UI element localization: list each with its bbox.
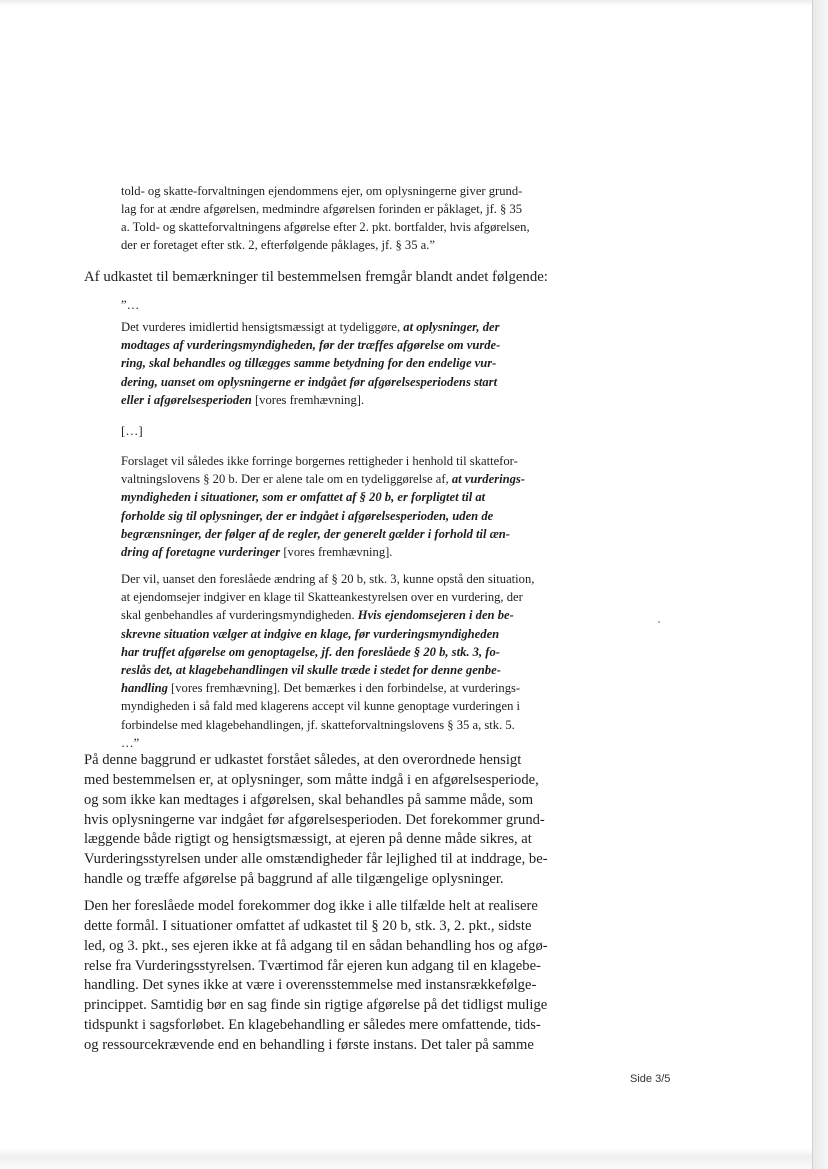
quoted-remark-paragraph-2: [121, 452, 525, 561]
plain-text: at ejendomsejer indgiver en klage til Skatteankestyrelsen over en vurdering, der: [121, 590, 523, 605]
text-line: På denne baggrund er udkastet forstået således, at den overordnede hensigt: [84, 752, 522, 768]
body-paragraph-1: [84, 751, 548, 890]
emphasis-text: begrænsninger, der følger af de regler, der generelt gælder i forhold til æn-: [121, 526, 510, 541]
text-line: led, og 3. pkt., ses ejeren ikke at få adgang til en sådan behandling hos og afgø-: [84, 937, 548, 954]
text-line: relse fra Vurderingsstyrelsen. Tværtimod får ejeren kun adgang til en klagebe-: [84, 957, 541, 974]
text-line: og som ikke kan medtages i afgørelsen, skal behandles på samme måde, som: [84, 791, 534, 808]
text-line: [121, 452, 525, 470]
text-line: [121, 679, 534, 697]
emphasis-text: skrevne situation vælger at indgive en klage, før vurderingsmyndigheden: [121, 626, 500, 641]
emphasis-text: har truffet afgørelse om genoptagelse, jf. den foreslåede § 20 b, stk. 3, fo-: [121, 644, 500, 659]
quoted-remark-paragraph-1: [121, 318, 500, 409]
quoted-law-text: [121, 182, 530, 254]
emphasis-text: eller i afgørelsesperioden: [121, 392, 252, 407]
plain-text: forbindelse med klagebehandlingen, jf. skatteforvaltningslovens § 35 a, stk. 5.: [121, 717, 515, 732]
text-line: lag for at ændre afgørelsen, medmindre afgørelsen forinden er påklaget, jf. § 35: [121, 202, 523, 217]
plain-text: …”: [121, 735, 140, 750]
emphasis-text: dering, uanset om oplysningerne er indgået før afgørelsesperiodens start: [121, 374, 498, 389]
intro-paragraph: Af udkastet til bemærkninger til bestemmelsen fremgår blandt andet følgende:: [84, 269, 548, 285]
emphasis-text: Hvis ejendomsejeren i den be-: [357, 608, 514, 623]
emphasis-text: handling: [121, 681, 168, 696]
scan-speck: [658, 621, 660, 623]
text-line: [121, 318, 500, 336]
text-line: [121, 625, 534, 643]
plain-text: [vores fremhævning].: [251, 392, 365, 407]
text-line: [121, 336, 500, 354]
text-line: [121, 661, 534, 679]
text-line: [121, 606, 534, 624]
text-line: [121, 716, 534, 734]
text-line: [121, 697, 534, 715]
plain-text: skal genbehandles af vurderingsmyndigheden.: [121, 608, 358, 623]
text-line: [121, 391, 500, 409]
text-line: [121, 570, 534, 588]
text-line: [121, 354, 500, 372]
plain-text: Det vurderes imidlertid hensigtsmæssigt at tydeliggøre,: [121, 320, 404, 334]
text-line: [121, 588, 534, 606]
text-line: a. Told- og skatteforvaltningens afgørelse efter 2. pkt. bortfalder, hvis afgørelsen,: [121, 220, 530, 235]
emphasis-text: at oplysninger, der: [403, 320, 500, 334]
scan-edge-bottom: [0, 1148, 812, 1169]
text-line: handle og træffe afgørelse på baggrund af alle tilgængelige oplysninger.: [84, 871, 504, 888]
emphasis-text: myndigheden i situationer, som er omfattet af § 20 b, er forpligtet til at: [121, 490, 486, 505]
text-line: [121, 734, 534, 752]
text-line: princippet. Samtidig bør en sag finde sin rigtige afgørelse på det tidligst mulige: [84, 997, 548, 1014]
plain-text: Forslaget vil således ikke forringe borgernes rettigheder i henhold til skattefor-: [121, 454, 518, 468]
emphasis-text: modtages af vurderingsmyndigheden, før der træffes afgørelse om vurde-: [121, 338, 501, 353]
plain-text: [vores fremhævning]. Det bemærkes i den forbindelse, at vurderings-: [167, 681, 521, 696]
text-line: [121, 507, 525, 525]
text-line: Vurderingsstyrelsen under alle omstændigheder får lejlighed til at inddrage, be-: [84, 851, 548, 868]
text-line: dette formål. I situationer omfattet af udkastet til § 20 b, stk. 3, 2. pkt., sidste: [84, 917, 532, 934]
plain-text: myndigheden i så fald med klagerens accept vil kunne genoptage vurderingen i: [121, 699, 521, 714]
text-line: [121, 643, 534, 661]
emphasis-text: ring, skal behandles og tillægges samme betydning for den endelige vur-: [121, 356, 497, 371]
text-line: [121, 488, 525, 506]
text-line: læggende både rigtigt og hensigtsmæssigt, at ejeren på denne måde sikres, at: [84, 831, 532, 848]
scan-edge-right: [812, 0, 828, 1169]
text-line: [121, 543, 525, 561]
text-line: [121, 525, 525, 543]
emphasis-text: dring af foretagne vurderinger: [121, 545, 281, 560]
plain-text: Der vil, uanset den foreslåede ændring af § 20 b, stk. 3, kunne opstå den situation,: [121, 572, 535, 586]
text-line: [121, 470, 525, 488]
text-line: der er foretaget efter stk. 2, efterfølgende påklages, jf. § 35 a.”: [121, 238, 435, 253]
text-line: tidspunkt i sagsforløbet. En klagebehandling er således mere omfattende, tids-: [84, 1017, 541, 1034]
emphasis-text: at vurderings-: [451, 472, 525, 487]
text-line: og ressourcekrævende end en behandling i første instans. Det taler på samme: [84, 1036, 534, 1053]
plain-text: valtningslovens § 20 b. Der er alene tale om en tydeliggørelse af,: [121, 472, 452, 487]
text-line: hvis oplysningerne var indgået før afgørelsesperioden. Det forekommer grund-: [84, 811, 545, 828]
quoted-remark-paragraph-3: [121, 570, 534, 752]
text-line: told- og skatte-forvaltningen ejendommens ejer, om oplysningerne giver grund-: [121, 184, 523, 198]
text-line: [121, 373, 500, 391]
emphasis-text: reslås det, at klagebehandlingen vil skulle træde i stedet for denne genbe-: [121, 663, 501, 678]
page-number: Side 3/5: [630, 1073, 671, 1085]
text-line: Den her foreslåede model forekommer dog ikke i alle tilfælde helt at realisere: [84, 898, 538, 914]
plain-text: [vores fremhævning].: [280, 545, 393, 560]
scan-edge-top: [0, 0, 812, 6]
opening-quote-mark: ”…: [121, 298, 140, 312]
text-line: med bestemmelsen er, at oplysninger, som måtte indgå i en afgørelsesperiode,: [84, 771, 539, 788]
text-line: handling. Det synes ikke at være i overensstemmelse med instansrækkefølge-: [84, 977, 537, 994]
omission-mark: […]: [121, 423, 143, 438]
emphasis-text: forholde sig til oplysninger, der er indgået i afgørelsesperioden, uden de: [121, 508, 494, 523]
body-paragraph-2: [84, 897, 548, 1056]
